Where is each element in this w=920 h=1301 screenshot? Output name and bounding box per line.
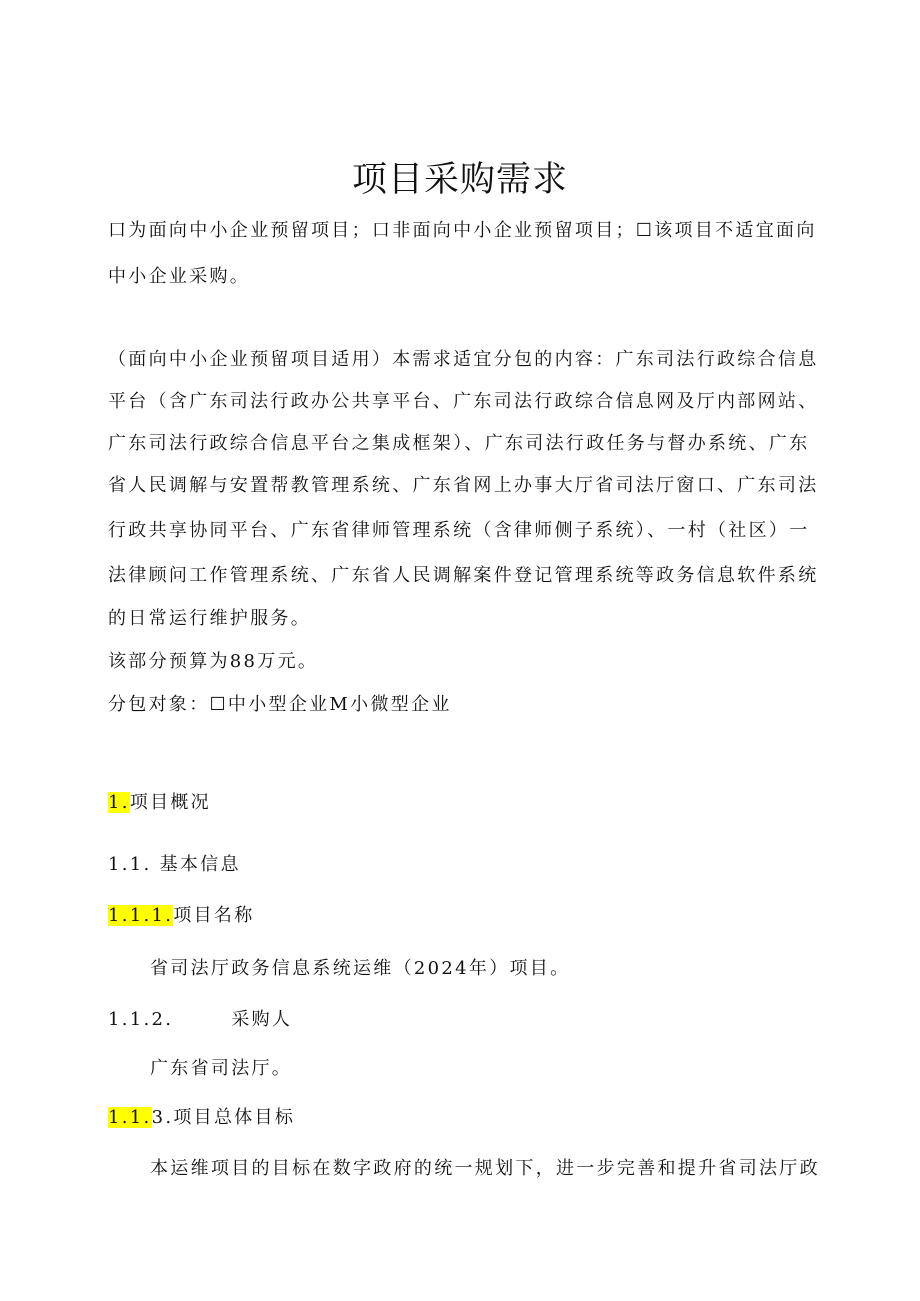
document-title: 项目采购需求 [351,160,568,200]
subpackage-line-2: 平台（含广东司法行政办公共享平台、广东司法行政综合信息网及厅内部网站、 [108,391,819,412]
objective-body: 本运维项目的目标在数字政府的统一规划下，进一步完善和提升省司法厅政 [150,1158,820,1179]
purchaser-body: 广东省司法厅。 [150,1058,293,1079]
heading-1-number: 1. [108,792,130,813]
heading-1-1-1 [108,901,255,931]
subpackage-line-6: 法律顾问工作管理系统、广东省人民调解案件登记管理系统等政务信息软件系统 [108,565,819,586]
heading-1-1-2 [108,1005,292,1035]
subpackage-line-1: （面向中小企业预留项目适用）本需求适宜分包的内容：广东司法行政综合信息 [108,349,819,370]
subpackage-line-7: 的日常运行维护服务。 [108,608,311,629]
heading-1 [108,788,211,818]
intro-line-1: 口为面向中小企业预留项目；口非面向中小企业预留项目；☐该项目不适宜面向 [108,220,817,241]
heading-1-1-3 [108,1103,295,1133]
heading-1-1-3-title: 项目总体目标 [173,1107,296,1128]
heading-1-title: 项目概况 [129,792,211,813]
subpackage-line-3: 广东司法行政综合信息平台之集成框架）、广东司法行政任务与督办系统、广东 [108,433,810,454]
subpackage-line-5: 行政共享协同平台、广东省律师管理系统（含律师侧子系统）、一村（社区）一 [108,520,810,541]
heading-1-1-1-number: 1.1.1. [108,905,174,926]
heading-1-1-3-number-highlight: 1.1. [108,1107,152,1128]
heading-1-1-2-title: 采购人 [231,1009,293,1030]
heading-1-1: 1.1. 基本信息 [108,854,241,875]
heading-1-1-1-title: 项目名称 [173,905,255,926]
heading-1-1-3-number-rest: 3. [151,1107,174,1128]
budget-line: 该部分预算为88万元。 [108,651,319,672]
target-line: 分包对象：☐中小型企业M小微型企业 [108,694,452,715]
intro-line-2: 中小企业采购。 [108,266,251,287]
project-name-body: 省司法厅政务信息系统运维（2024年）项目。 [150,958,571,979]
heading-1-1-2-number: 1.1.2. [108,1009,174,1030]
subpackage-line-4: 省人民调解与安置帮教管理系统、广东省网上办事大厅省司法厅窗口、广东司法 [108,475,819,496]
